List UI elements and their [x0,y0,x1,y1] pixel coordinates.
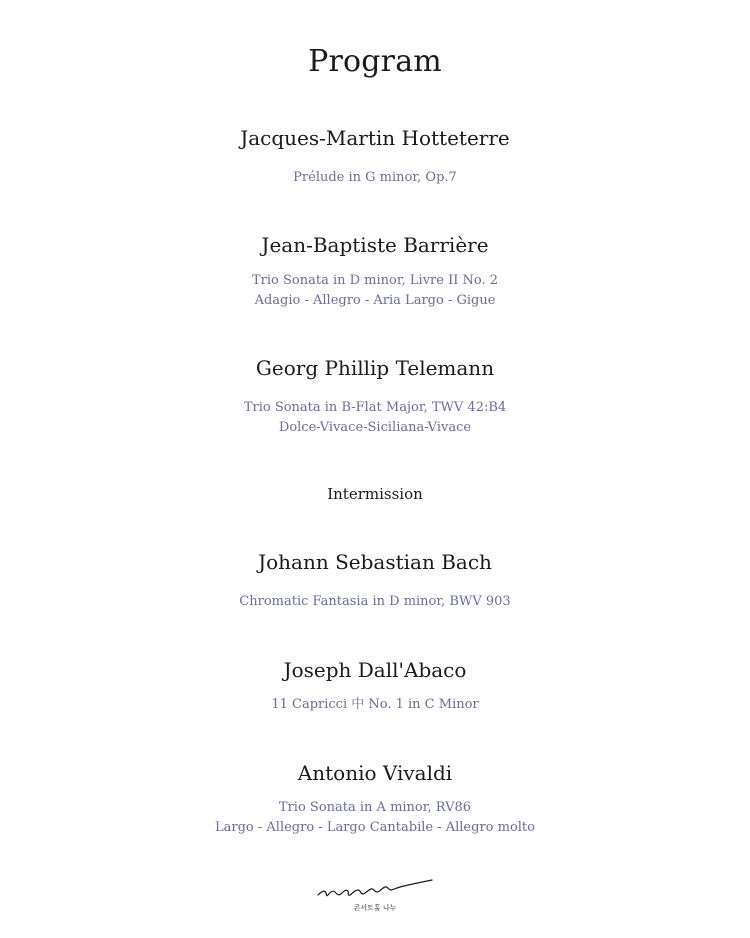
piece-details [0,168,750,188]
logo-caption: 콘서트홀 나누 [353,904,397,912]
piece-line: Largo - Allegro - Largo Cantabile - Allegro molto [215,820,535,835]
composer-name: Antonio Vivaldi [297,761,453,785]
program-title: Program [308,44,442,79]
piece-line: Trio Sonata in A minor, RV86 [278,800,472,815]
piece-details [0,398,750,438]
piece-details [0,592,750,612]
piece-line: Dolce-Vivace-Siciliana-Vivace [278,420,472,435]
composer-name: Joseph Dall'Abaco [283,658,467,682]
composer-name: Georg Phillip Telemann [255,356,495,380]
piece-details [0,271,750,311]
piece-line: 11 Capricci 中 No. 1 in C Minor [271,697,479,712]
piece-line: Prélude in G minor, Op.7 [293,170,457,185]
piece-line: Trio Sonata in B-Flat Major, TWV 42:B4 [243,400,507,415]
piece-line: Chromatic Fantasia in D minor, BWV 903 [239,594,511,609]
piece-details [0,695,750,715]
composer-name: Johann Sebastian Bach [258,550,492,574]
composer-name: Jacques-Martin Hotteterre [240,126,510,150]
piece-line: Adagio - Allegro - Aria Largo - Gigue [254,293,496,308]
piece-line: Trio Sonata in D minor, Livre II No. 2 [251,273,498,288]
piece-details [0,798,750,838]
intermission-label: Intermission [327,485,423,503]
composer-name: Jean-Baptiste Barrière [261,233,489,257]
